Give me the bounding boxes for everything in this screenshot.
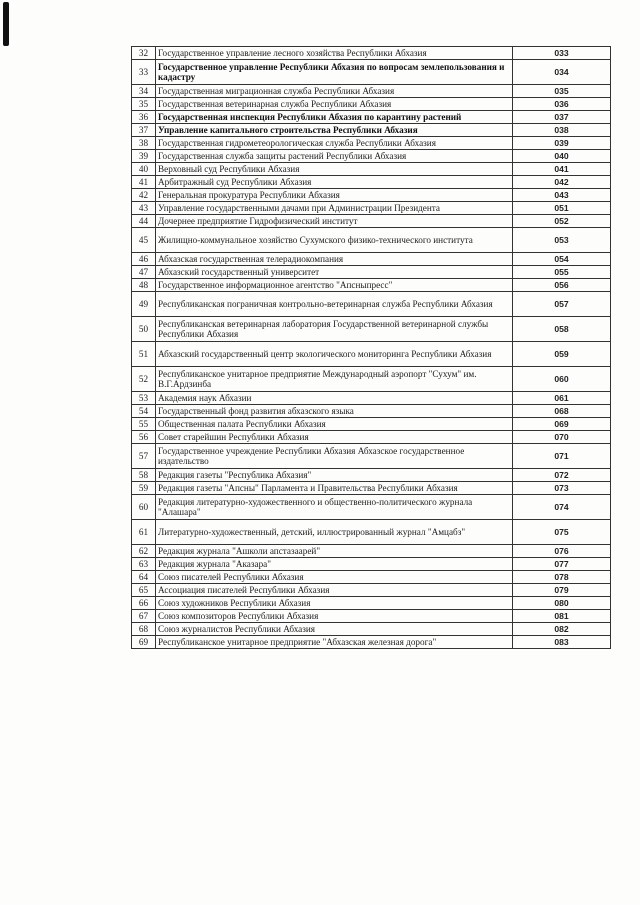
organization-code: 042 xyxy=(513,176,611,189)
organization-code: 076 xyxy=(513,545,611,558)
table-row xyxy=(132,405,611,418)
organization-name: Управление капитального строительства Республики Абхазия xyxy=(156,124,513,137)
table-body xyxy=(132,47,611,649)
row-number: 55 xyxy=(132,418,156,431)
organization-name: Государственная инспекция Республики Абхазия по карантину растений xyxy=(156,111,513,124)
organization-code: 054 xyxy=(513,253,611,266)
table-row xyxy=(132,367,611,392)
organization-name: Государственный фонд развития абхазского языка xyxy=(156,405,513,418)
row-number: 56 xyxy=(132,431,156,444)
table-row xyxy=(132,469,611,482)
organization-name: Абхазская государственная телерадиокомпания xyxy=(156,253,513,266)
table-row xyxy=(132,111,611,124)
binder-hole-mark xyxy=(3,2,9,46)
row-number: 52 xyxy=(132,367,156,392)
organization-code: 061 xyxy=(513,392,611,405)
table-row xyxy=(132,202,611,215)
row-number: 67 xyxy=(132,610,156,623)
row-number: 66 xyxy=(132,597,156,610)
row-number: 36 xyxy=(132,111,156,124)
row-number: 49 xyxy=(132,292,156,317)
organization-name: Союз журналистов Республики Абхазия xyxy=(156,623,513,636)
organization-code: 069 xyxy=(513,418,611,431)
table-row xyxy=(132,597,611,610)
organization-code: 075 xyxy=(513,520,611,545)
row-number: 58 xyxy=(132,469,156,482)
row-number: 61 xyxy=(132,520,156,545)
organization-name: Арбитражный суд Республики Абхазия xyxy=(156,176,513,189)
organization-code: 051 xyxy=(513,202,611,215)
organization-code: 071 xyxy=(513,444,611,469)
table-row xyxy=(132,584,611,597)
table-row xyxy=(132,137,611,150)
organization-name: Редакция газеты "Республика Абхазия" xyxy=(156,469,513,482)
organization-name: Государственная гидрометеорологическая служба Республики Абхазия xyxy=(156,137,513,150)
table-row xyxy=(132,444,611,469)
row-number: 44 xyxy=(132,215,156,228)
organization-name: Верховный суд Республики Абхазия xyxy=(156,163,513,176)
organization-code: 040 xyxy=(513,150,611,163)
row-number: 68 xyxy=(132,623,156,636)
organization-code: 034 xyxy=(513,60,611,85)
row-number: 63 xyxy=(132,558,156,571)
organization-name: Государственное информационное агентство "Апсныпресс" xyxy=(156,279,513,292)
row-number: 45 xyxy=(132,228,156,253)
organization-code-table xyxy=(131,46,611,649)
organization-name: Академия наук Абхазии xyxy=(156,392,513,405)
table-row xyxy=(132,60,611,85)
table-row xyxy=(132,636,611,649)
organization-name: Редакция газеты "Апсны" Парламента и Правительства Республики Абхазия xyxy=(156,482,513,495)
organization-code: 072 xyxy=(513,469,611,482)
organization-name: Государственная миграционная служба Республики Абхазия xyxy=(156,85,513,98)
row-number: 53 xyxy=(132,392,156,405)
table-row xyxy=(132,571,611,584)
row-number: 34 xyxy=(132,85,156,98)
organization-name: Республиканская пограничная контрольно-ветеринарная служба Республики Абхазия xyxy=(156,292,513,317)
row-number: 32 xyxy=(132,47,156,60)
table-row xyxy=(132,558,611,571)
organization-name: Союз композиторов Республики Абхазия xyxy=(156,610,513,623)
organization-code: 041 xyxy=(513,163,611,176)
organization-code: 053 xyxy=(513,228,611,253)
organization-code: 060 xyxy=(513,367,611,392)
organization-code: 079 xyxy=(513,584,611,597)
organization-code: 035 xyxy=(513,85,611,98)
table-row xyxy=(132,176,611,189)
organization-name: Жилищно-коммунальное хозяйство Сухумского физико-технического института xyxy=(156,228,513,253)
organization-code: 036 xyxy=(513,98,611,111)
organization-code: 058 xyxy=(513,317,611,342)
table-row xyxy=(132,520,611,545)
organization-code: 074 xyxy=(513,495,611,520)
table-row xyxy=(132,623,611,636)
organization-name: Редакция литературно-художественного и общественно-политического журнала "Алашара" xyxy=(156,495,513,520)
organization-name: Республиканская ветеринарная лаборатория Государственной ветеринарной службы Республики Абхазия xyxy=(156,317,513,342)
table-row xyxy=(132,392,611,405)
row-number: 48 xyxy=(132,279,156,292)
row-number: 46 xyxy=(132,253,156,266)
organization-code: 068 xyxy=(513,405,611,418)
row-number: 57 xyxy=(132,444,156,469)
row-number: 33 xyxy=(132,60,156,85)
organization-name: Государственное учреждение Республики Абхазия Абхазское государственное издательство xyxy=(156,444,513,469)
organization-code: 059 xyxy=(513,342,611,367)
table-row xyxy=(132,189,611,202)
organization-name: Государственное управление Республики Абхазия по вопросам землепользования и кадастру xyxy=(156,60,513,85)
organization-code: 073 xyxy=(513,482,611,495)
row-number: 41 xyxy=(132,176,156,189)
table-row xyxy=(132,279,611,292)
organization-name: Государственная ветеринарная служба Республики Абхазия xyxy=(156,98,513,111)
table-row xyxy=(132,610,611,623)
table-row xyxy=(132,292,611,317)
organization-name: Общественная палата Республики Абхазия xyxy=(156,418,513,431)
organization-code: 082 xyxy=(513,623,611,636)
table-row xyxy=(132,253,611,266)
organization-code: 077 xyxy=(513,558,611,571)
row-number: 50 xyxy=(132,317,156,342)
row-number: 40 xyxy=(132,163,156,176)
row-number: 35 xyxy=(132,98,156,111)
organization-code: 057 xyxy=(513,292,611,317)
organization-code: 037 xyxy=(513,111,611,124)
table-row xyxy=(132,85,611,98)
row-number: 54 xyxy=(132,405,156,418)
table-row xyxy=(132,482,611,495)
table-row xyxy=(132,342,611,367)
table-row xyxy=(132,215,611,228)
table-row xyxy=(132,98,611,111)
row-number: 69 xyxy=(132,636,156,649)
row-number: 64 xyxy=(132,571,156,584)
organization-name: Союз художников Республики Абхазия xyxy=(156,597,513,610)
organization-code: 070 xyxy=(513,431,611,444)
table-row xyxy=(132,495,611,520)
organization-name: Редакция журнала "Ашколи апстазаарей" xyxy=(156,545,513,558)
organization-code: 043 xyxy=(513,189,611,202)
row-number: 60 xyxy=(132,495,156,520)
row-number: 65 xyxy=(132,584,156,597)
organization-code: 039 xyxy=(513,137,611,150)
organization-code: 056 xyxy=(513,279,611,292)
organization-code: 081 xyxy=(513,610,611,623)
table-row xyxy=(132,266,611,279)
organization-name: Управление государственными дачами при Администрации Президента xyxy=(156,202,513,215)
table-row xyxy=(132,228,611,253)
organization-name: Государственная служба защиты растений Республики Абхазия xyxy=(156,150,513,163)
table-row xyxy=(132,418,611,431)
table-row xyxy=(132,545,611,558)
row-number: 62 xyxy=(132,545,156,558)
organization-name: Союз писателей Республики Абхазия xyxy=(156,571,513,584)
table-row xyxy=(132,431,611,444)
table-row xyxy=(132,317,611,342)
organization-code: 038 xyxy=(513,124,611,137)
organization-name: Республиканское унитарное предприятие "Абхазская железная дорога" xyxy=(156,636,513,649)
organization-name: Республиканское унитарное предприятие Международный аэропорт "Сухум" им. В.Г.Ардзинба xyxy=(156,367,513,392)
table-row xyxy=(132,124,611,137)
organization-code: 055 xyxy=(513,266,611,279)
row-number: 39 xyxy=(132,150,156,163)
row-number: 43 xyxy=(132,202,156,215)
row-number: 47 xyxy=(132,266,156,279)
row-number: 59 xyxy=(132,482,156,495)
table-row xyxy=(132,163,611,176)
organization-code: 080 xyxy=(513,597,611,610)
row-number: 51 xyxy=(132,342,156,367)
organization-name: Литературно-художественный, детский, иллюстрированный журнал "Амцабз" xyxy=(156,520,513,545)
row-number: 38 xyxy=(132,137,156,150)
organization-code: 033 xyxy=(513,47,611,60)
organization-name: Абхазский государственный университет xyxy=(156,266,513,279)
organization-name: Дочернее предприятие Гидрофизический институт xyxy=(156,215,513,228)
table-row xyxy=(132,150,611,163)
row-number: 42 xyxy=(132,189,156,202)
organization-name: Редакция журнала "Аказара" xyxy=(156,558,513,571)
organization-name: Ассоциация писателей Республики Абхазия xyxy=(156,584,513,597)
organization-code: 083 xyxy=(513,636,611,649)
organization-name: Генеральная прокуратура Республики Абхазия xyxy=(156,189,513,202)
organization-name: Совет старейшин Республики Абхазия xyxy=(156,431,513,444)
organization-name: Государственное управление лесного хозяйства Республики Абхазия xyxy=(156,47,513,60)
organization-code: 052 xyxy=(513,215,611,228)
organization-name: Абхазский государственный центр экологического мониторинга Республики Абхазия xyxy=(156,342,513,367)
table-row xyxy=(132,47,611,60)
row-number: 37 xyxy=(132,124,156,137)
organization-code: 078 xyxy=(513,571,611,584)
